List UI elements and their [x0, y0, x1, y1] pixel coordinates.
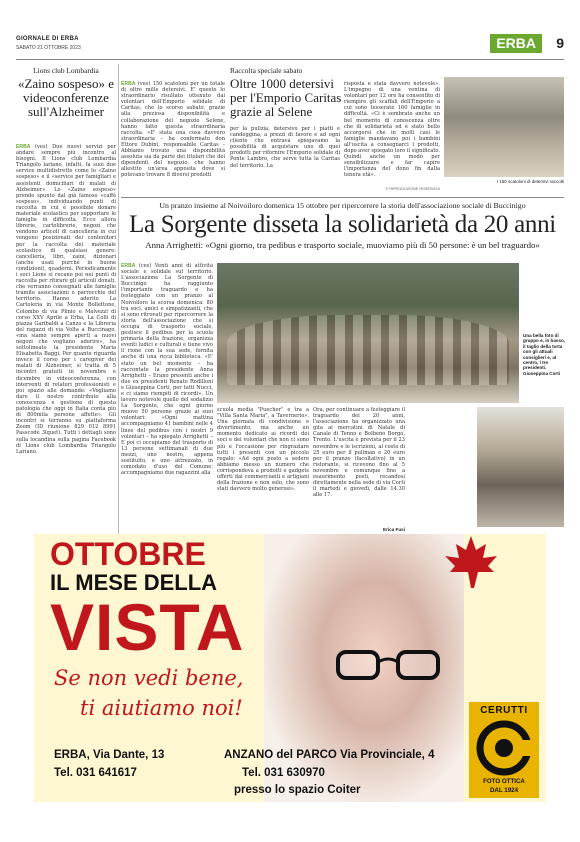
store-address-erba: ERBA, Via Dante, 13 — [54, 749, 165, 761]
group-photo — [217, 263, 519, 403]
article-author: Erica Fusi — [383, 527, 405, 532]
left-article-kicker: Lions club Lombardia — [33, 66, 99, 75]
ad-slogan-line-2: ti aiutiamo noi! — [80, 696, 243, 720]
selene-article-title: Oltre 1000 detersivi per l'Emporio Caritas grazie al Selene — [230, 76, 342, 119]
main-article-column-1 — [121, 263, 213, 533]
masthead — [16, 34, 564, 60]
article-text: (ves) 150 scatoloni per un totale di oltre mille detersivi. E' questo lo straordinario risultato ottenuto dai volontari dell'Emporio solidale di Caritas, che lo scorso sabato, grazie alla preziosa disponibilità e collaborazione del negozio Selene, hanno fatto questa straordinaria raccolta. «E' stata una cosa davvero straordinaria – ha confermato don Ettore Dubini, responsabile Caritas – Abbiamo trovato una disponibilità assoluta sia da parte dei titolari che dei dipendenti del negozio, che hanno allestito un'area apposita dove si potevano trovare 8 diversi prodotti — [121, 81, 225, 179]
store-phone-anzano: Tel. 031 630970 — [242, 767, 325, 779]
main-article-subtitle: Anna Arrighetti: «Ogni giorno, tra pedibus e trasporto sociale, muoviamo più di 50 persone: è un bel traguardo» — [145, 240, 540, 250]
ad-slogan-line-1: Se non vedi bene, — [54, 666, 244, 690]
logo-subtitle: FOTO OTTICA — [483, 778, 525, 785]
store-phone-erba: Tel. 031 641617 — [54, 767, 137, 779]
article-text: (ces) Venti anni di attività sociale e solidale sul territorio. L'associazione La Sorgente di Buccinigo ha raggiunto l'importante traguardo e ha festeggiato con un pranzo al Noivoiloro la scorsa domenica: 80 tra soci, amici e simpatizzanti, che si sono ritrovati per ripercorrere la storia dell'associazione che si occupa di trasporto sociale, gestisce il pedibus per la scuola primaria della frazione, organizza eventi ludici e culturali e tiene vivo il rione con la sua sede, fornita anche di una ricca biblioteca. «E' stato un bel momento – ha raccontato la presidente Anna Arrighetti – Erano presenti anche i due ex presidenti Renato Rodilloni e Giuseppina Corti, per tutti Nucci, e ci siamo riempiti di ricordi». Un lavoro notevole quello del sodalizio La Sorgente, che ogni giorno muove 50 persone grazie ai suoi volontari: «Ogni mattina accompagniamo 41 bambini nelle 4 linee del pedibus con i nostri 9 volontari – ha spiegato Arrighetti – E poi ci occupiamo del trasporto di 13 persone settimanali di due mezzi, uno nostro, appena sostituito, e uno attrezzato, in comodato d'uso del Comune: accompagniamo due ragazzini alla — [121, 263, 213, 477]
ad-headline-month: OTTOBRE — [50, 536, 206, 572]
store-address-anzano: ANZANO del PARCO Via Provinciale, 4 — [224, 749, 435, 761]
cerutti-logo — [469, 702, 539, 798]
section-label: ERBA — [490, 34, 542, 53]
left-article-title: «Zaino sospeso» e videoconferenze sull'Alzheimer — [17, 76, 115, 119]
page-number: 9 — [556, 35, 564, 51]
article-tag: ERBA — [121, 81, 136, 87]
selene-article-kicker: Raccolta speciale sabato — [230, 66, 303, 75]
maple-leaf-icon — [442, 534, 500, 590]
group-figures — [227, 315, 509, 385]
cerutti-c-logo — [476, 720, 532, 776]
main-article-column-2: scuola media "Puecher" e tra a "Villa Santa Maria", a Tavernerio». Una giornata di condivisione e divertimento, ma anche un momento dedicato ai ricordi dei soci e dei volontari che non ci sono più e l'occasione per ringraziare tutti i presenti con un piccolo regalo: «Ad ogni posto a sedere abbiamo messo un numero che corrispondeva a prodotti e gadgets offerti dai commercianti e artigiani della frazione e non solo, che sono stati davvero molto generosi». — [217, 407, 309, 493]
section-rule — [121, 197, 564, 198]
article-text: (ves) Due nuovi servizi per andare sempre più incontro al bisogni. Il Lions club Lombardia Triangolo lariano, infatti, fa suoi due service multidistretto come lo «Zaino sospeso» e il «service per famigliari e assistenti domiciliari di malati di Alzheimer». Lo «Zaino sospeso» prende spunto dal già famoso «caffè sospeso», individuando punti di raccolta in cui è possibile donare materiale scolastico per supportare le famiglie in difficoltà. Ecco allora librerie, cartolibrerie, negozi che vendono articoli di cancelleria in cui vengono posizionati dei contenitori per la raccolta del materiale scolastico di qualsiasi genere: cancelleria, libri, zaini, dizionari (anche usati purché in buone condizioni), quaderni. Periodicamente i soci Lions si recano poi nei punti di raccolta per ritirare gli articoli donati, che verranno consegnati alle famiglie tramite associazioni o parrocchie del territorio. Hanno aderito La Cartoleria in via Monte Bollettone, Colombo di via Plinio e Malvezzi di corso XXV Aprile a Erba, La Colli di piazza Garibaldi a Canzo e la Libreria del ragazzi di via Volta a Buccinago, «ma siamo sempre aperti a nuovi negozi che vogliano aderire», ha sottolineato la presidente Maria Elisabetta Baggi. Per quanto riguarda invece il corso per i caregiver dei malati di Alzheimer, si tratta di 5 incontri gratuiti in novembre e dicembre in videoconferenza, con interventi di relatori professionisti e poi spazio alle domande: «Vogliamo dare il nostro contributo alla conoscenza e gestione di questa patologia che oggi in Italia conta più di 800mila persone affette». Gli incontri si terranno su piattaforma Zoom (ID riunione 829 012 8991 Passcode 3lquet). Tutti i dettagli sono sulla locandina sulla pagina Facebook di Lions club Lombardia Triangolo Lariano. — [16, 144, 116, 455]
main-article-kicker: Un pranzo insieme al Noivoiloro domenica 15 ottobre per ripercorrere la storia dell'associazione sociale di Buccinigo — [159, 201, 526, 210]
article-tag: ERBA — [121, 263, 136, 269]
group-photo-caption: Una bella foto di gruppo e, in basso, il taglio della torta con gli attuali consiglieri e, al centro, i tre presidenti. Giuseppina Corti — [523, 333, 566, 376]
logo-since: DAL 1924 — [489, 787, 519, 794]
copyright-note: © RIPRODUZIONE RISERVATA — [385, 187, 440, 191]
detergent-boxes-photo — [444, 77, 564, 177]
store-location-note: presso lo spazio Coiter — [234, 784, 361, 796]
ad-headline-middle: IL MESE DELLA — [50, 570, 218, 595]
left-article-body — [16, 144, 116, 532]
detergent-article-body — [121, 81, 225, 194]
optician-advertisement — [34, 534, 546, 802]
selene-photo-caption: I 150 scatoloni di detersivi raccolti — [496, 179, 564, 184]
article-tag: ERBA — [16, 144, 31, 150]
paper-name: GIORNALE DI ERBA — [16, 36, 79, 42]
logo-brand-name: CERUTTI — [480, 705, 528, 716]
main-article-column-3: Ora, per continuare a festeggiare il traguardo dei 20 anni, l'associazione ha organizzato una gita ai mercatini di Natale di Canale di Tenno e Bolbeno Borgo, Trento. L'uscita è prevista per il 23 novembre e le iscrizioni, al costo di 25 euro per il pullman e 20 euro per il pranzo (facoltativo) in un ristorante, si ricevono fino al 5 novembre e comunque fino a esaurimento posti, recandosi direttamente nella sede di via Corti il martedì e giovedì, dalle 14.30 alle 17. — [313, 407, 405, 499]
selene-article-body-right: risposta è stata davvero notevole». L'impegno di una ventina di volontari per 12 ore ha consentito di riempire gli scaffali dell'Emporio a cui sono tesserate 160 famiglie in difficoltà. «Ci è sembrato anche un bel momento di conoscenza oltre che di solidarietà ed è stato bello accorgersi che in molti casi le famiglie mandavano poi i bambini all'uscita a consegnarci i prodotti, dopo aver spiegato loro il significato. Quindi anche un modo per sensibilizzare e far capire l'importanza del dono fin dalla tenera età». — [344, 81, 440, 179]
selene-article-body-left: per la pulizia, detersivo per i piatti e candeggina, a prezzi di favore e ad ogni cliente che entrava spiegavamo la possibilità di acquistare uno di quei prodotti per rifornire l'Emporio solidale di Ponte Lambro, che serve tutta la Caritas del territorio. La — [230, 126, 340, 169]
issue-date: SABATO 21 OTTOBRE 2023 — [16, 45, 81, 51]
glasses-icon — [334, 646, 442, 682]
column-divider — [118, 64, 119, 534]
main-article-title: La Sorgente disseta la solidarietà da 20 anni — [129, 211, 556, 238]
cake-cutting-photo — [477, 407, 564, 527]
ad-headline-vista: VISTA — [50, 590, 245, 664]
